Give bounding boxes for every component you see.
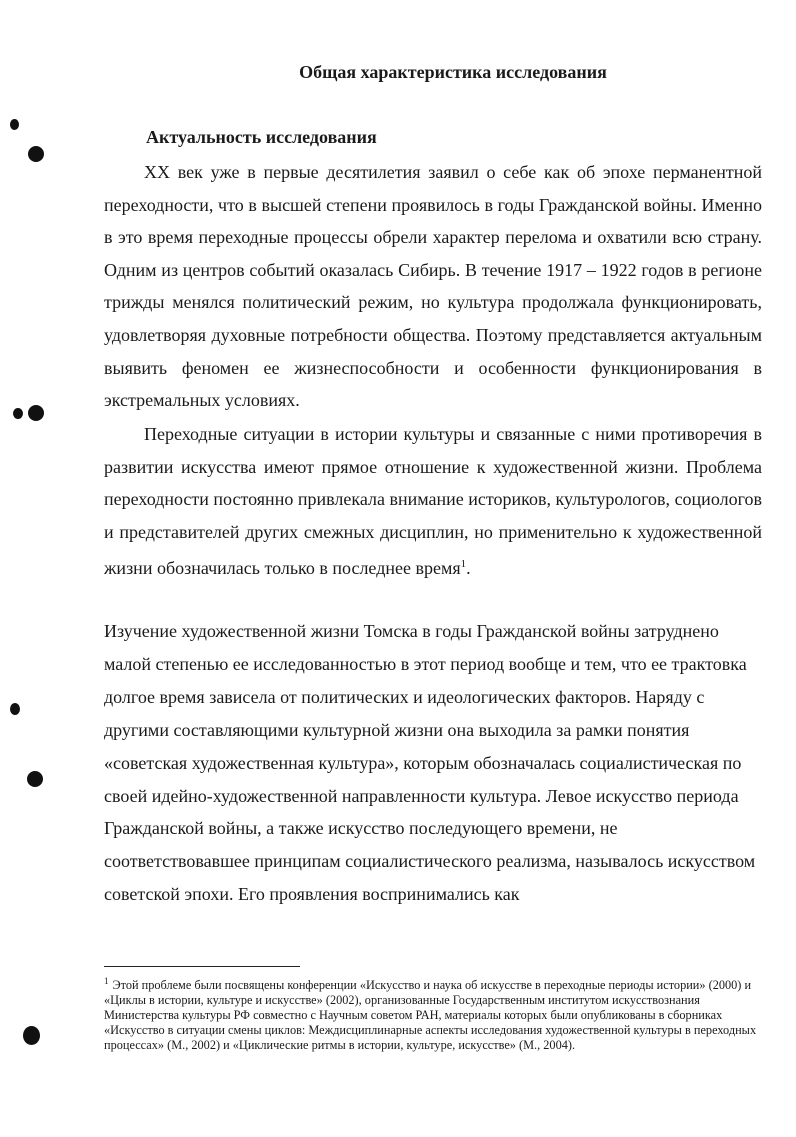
paragraph-2-text: Переходные ситуации в истории культуры и связанные с ними противоречия в развитии искусства имеют прямое отношение к художественной жизни. Проблема переходности постоянно привлекала внимание историков, культурологов, социологов и представителей других смежных дисциплин, но применительно к художественной жизни обозначилась только в последнее время [104,424,762,579]
paragraph-1: XX век уже в первые десятилетия заявил о себе как об эпохе перманентной переходности, что в высшей степени проявилось в годы Гражданской войны. Именно в это время переходные процессы обрели характер перелома и охватили всю страну. Одним из центров событий оказалась Сибирь. В течение 1917 – 1922 годов в регионе трижды менялся политический режим, но культура продолжала функционировать, удовлетворяя духовные потребности общества. Поэтому представляется актуальным выявить феномен ее жизнеспособности и особенности функционирования в экстремальных условиях. [104,162,762,411]
section-heading: Актуальность исследования [146,127,377,147]
scan-mark [13,408,23,419]
paragraph-2 [104,418,762,585]
scan-mark [28,405,44,421]
scan-mark [27,771,43,787]
scan-mark [10,703,20,715]
page-title: Общая характеристика исследования [299,62,607,82]
scan-mark [23,1026,40,1045]
footnote-ref: 1 [460,558,467,571]
footnote [104,974,764,1053]
scan-mark [10,119,19,130]
paragraph-3: Изучение художественной жизни Томска в годы Гражданской войны затруднено малой степенью ее исследованностью в этот период вообще и тем, что ее трактовка долгое время зависела от политических и идеологических факторов. Наряду с другими составляющими культурной жизни она выходила за рамки понятия «советская художественная культура», которым обозначалась социалистическая по своей идейно-художественной направленности культура. Левое искусство периода Гражданской войны, а также искусство последующего времени, не соответствовавшее принципам социалистического реализма, называлось искусством советской эпохи. Его проявления воспринимались как [104,621,756,905]
footnote-text: Этой проблеме были посвящены конференции «Искусство и наука об искусстве в переходные периоды истории» (2000) и «Циклы в истории, культуре и искусстве» (2002), организованные Государственным институтом искусствознания Министерства культуры РФ совместно с Научным советом РАН, материалы которых были опубликованы в сборниках «Искусство в ситуации смены циклов: Междисциплинарные аспекты исследования художественной культуры в переходных процессах» (М., 2002) и «Циклические ритмы в истории, культуре, искусстве» (М., 2004). [104,978,757,1053]
scan-mark [28,146,44,162]
paragraph-2-end: . [466,558,471,579]
footnote-number: 1 [104,976,109,986]
footnote-divider [104,966,300,967]
